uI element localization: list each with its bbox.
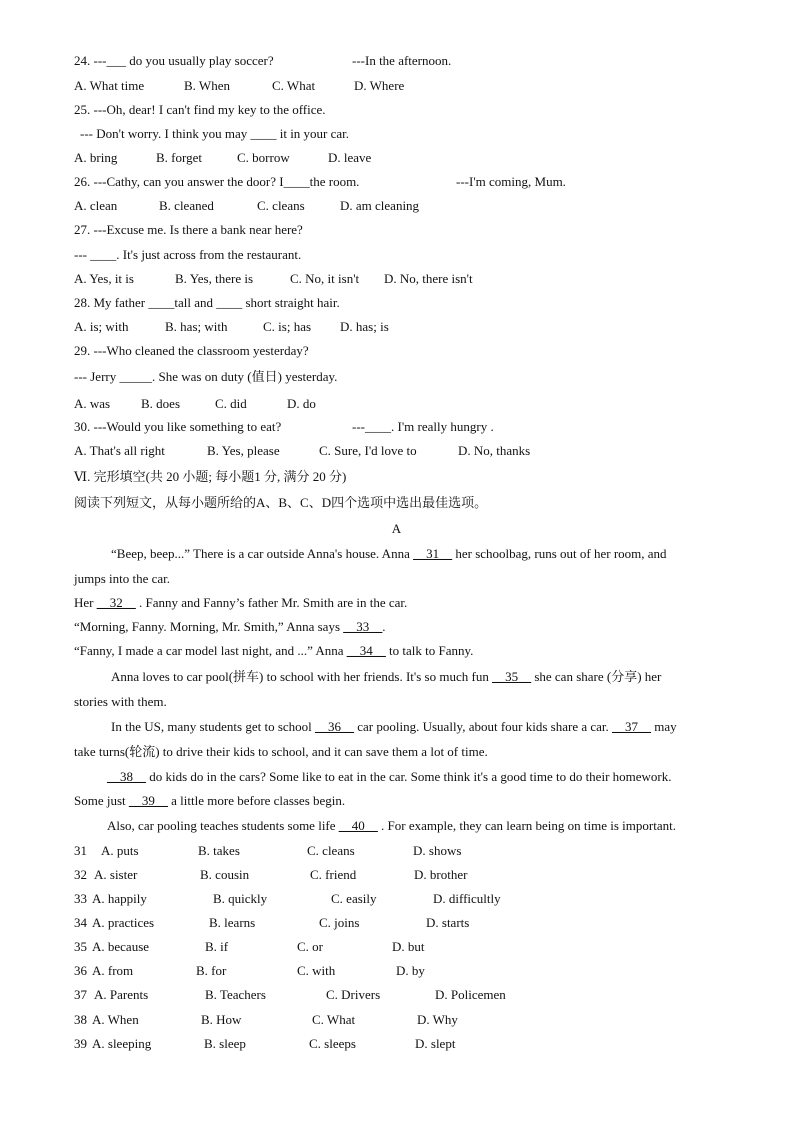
q34-option-a: A. practices bbox=[92, 915, 155, 930]
passage-line-3: Her __32__ . Fanny and Fanny’s father Mr. Smith are in the car. bbox=[74, 595, 408, 610]
blank-35: __35__ bbox=[492, 669, 532, 684]
passage-line-11: Some just __39__ a little more before classes begin. bbox=[74, 793, 346, 808]
q35-option-b: B. if bbox=[205, 939, 229, 954]
passage-line-1: “Beep, beep...” There is a car outside Anna's house. Anna __31__ her schoolbag, runs out of her room, and bbox=[111, 546, 667, 561]
q30-option-b: B. Yes, please bbox=[207, 443, 280, 458]
q31-number: 31 bbox=[74, 843, 87, 858]
q33-number: 33 bbox=[74, 891, 87, 906]
passage-line-12: Also, car pooling teaches students some life __40__ . For example, they can learn being on time is important. bbox=[107, 818, 676, 833]
q30-options bbox=[0, 443, 793, 459]
q33-option-c: C. easily bbox=[331, 891, 377, 906]
q24-reply: ---In the afternoon. bbox=[352, 53, 452, 68]
q33-option-b: B. quickly bbox=[213, 891, 268, 906]
q34-option-d: D. starts bbox=[426, 915, 470, 930]
q36-option-c: C. with bbox=[297, 963, 336, 978]
section-instruction: 阅读下列短文，从每小题所给的A、B、C、D四个选项中选出最佳选项。 bbox=[74, 495, 488, 510]
q39-options bbox=[0, 1036, 793, 1052]
q37-option-b: B. Teachers bbox=[205, 987, 266, 1002]
passage-line-10: __38__ do kids do in the cars? Some like to eat in the car. Some think it's a good time to do their homework. bbox=[107, 769, 672, 784]
q39-option-d: D. slept bbox=[415, 1036, 456, 1051]
q27-option-d: D. No, there isn't bbox=[384, 271, 473, 286]
q31-option-c: C. cleans bbox=[307, 843, 355, 858]
q28-stem: 28. My father ____tall and ____ short straight hair. bbox=[74, 295, 340, 310]
q28-option-b: B. has; with bbox=[165, 319, 228, 334]
q36-option-a: A. from bbox=[92, 963, 134, 978]
q28-option-d: D. has; is bbox=[340, 319, 389, 334]
q34-option-b: B. learns bbox=[209, 915, 256, 930]
q37-option-c: C. Drivers bbox=[326, 987, 381, 1002]
q24-options bbox=[0, 78, 793, 94]
q32-option-d: D. brother bbox=[414, 867, 468, 882]
q29-reply: --- Jerry _____. She was on duty (值日) yesterday. bbox=[74, 369, 338, 384]
q29-option-c: C. did bbox=[215, 396, 247, 411]
q39-number: 39 bbox=[74, 1036, 87, 1051]
q31-option-d: D. shows bbox=[413, 843, 462, 858]
q26-reply: ---I'm coming, Mum. bbox=[456, 174, 566, 189]
q26-option-c: C. cleans bbox=[257, 198, 305, 213]
q30-option-a: A. That's all right bbox=[74, 443, 165, 458]
q29-stem: 29. ---Who cleaned the classroom yesterday? bbox=[74, 343, 309, 358]
q35-options bbox=[0, 939, 793, 955]
q31-option-a: A. puts bbox=[101, 843, 139, 858]
q26-stem: 26. ---Cathy, can you answer the door? I____the room. bbox=[74, 174, 360, 189]
q29-option-b: B. does bbox=[141, 396, 180, 411]
passage-line-4: “Morning, Fanny. Morning, Mr. Smith,” Anna says __33__. bbox=[74, 619, 386, 634]
blank-38: __38__ bbox=[107, 769, 146, 784]
q37-option-a: A. Parents bbox=[94, 987, 149, 1002]
q39-option-b: B. sleep bbox=[204, 1036, 246, 1051]
q38-option-a: A. When bbox=[92, 1012, 139, 1027]
q35-option-d: D. but bbox=[392, 939, 425, 954]
q30-stem: 30. ---Would you like something to eat? bbox=[74, 419, 282, 434]
blank-31: __31__ bbox=[413, 546, 453, 561]
q33-option-a: A. happily bbox=[92, 891, 147, 906]
q29-options bbox=[0, 396, 793, 412]
q39-option-c: C. sleeps bbox=[309, 1036, 356, 1051]
q32-options bbox=[0, 867, 793, 883]
q36-option-b: B. for bbox=[196, 963, 227, 978]
q29-option-d: D. do bbox=[287, 396, 316, 411]
q32-number: 32 bbox=[74, 867, 87, 882]
q26-option-b: B. cleaned bbox=[159, 198, 214, 213]
q35-number: 35 bbox=[74, 939, 87, 954]
q26-option-d: D. am cleaning bbox=[340, 198, 420, 213]
q24-stem: 24. ---___ do you usually play soccer? bbox=[74, 53, 274, 68]
q27-reply: --- ____. It's just across from the restaurant. bbox=[74, 247, 302, 262]
q28-option-a: A. is; with bbox=[74, 319, 129, 334]
q30-option-d: D. No, thanks bbox=[458, 443, 531, 458]
q25-option-a: A. bring bbox=[74, 150, 118, 165]
q29-option-a: A. was bbox=[74, 396, 111, 411]
q25-options bbox=[0, 150, 793, 166]
q36-option-d: D. by bbox=[396, 963, 425, 978]
q31-option-b: B. takes bbox=[198, 843, 240, 858]
q25-option-c: C. borrow bbox=[237, 150, 290, 165]
q25-stem: 25. ---Oh, dear! I can't find my key to the office. bbox=[74, 102, 326, 117]
q33-option-d: D. difficultly bbox=[433, 891, 501, 906]
blank-39: __39__ bbox=[128, 793, 168, 808]
passage-line-7: stories with them. bbox=[74, 694, 167, 709]
q39-option-a: A. sleeping bbox=[92, 1036, 152, 1051]
q28-option-c: C. is; has bbox=[263, 319, 312, 334]
q34-option-c: C. joins bbox=[319, 915, 360, 930]
passage-line-9: take turns(轮流) to drive their kids to school, and it can save them a lot of time. bbox=[74, 744, 488, 759]
passage-label: A bbox=[391, 521, 402, 536]
q27-option-a: A. Yes, it is bbox=[74, 271, 134, 286]
blank-34: __34__ bbox=[346, 643, 386, 658]
blank-32: __32__ bbox=[96, 595, 136, 610]
q30-option-c: C. Sure, I'd love to bbox=[319, 443, 417, 458]
q38-number: 38 bbox=[74, 1012, 87, 1027]
q24-option-a: A. What time bbox=[74, 78, 145, 93]
passage-line-8: In the US, many students get to school __36__ car pooling. Usually, about four kids share a car. __37__ may bbox=[111, 719, 677, 734]
section-heading: Ⅵ. 完形填空(共 20 小题; 每小题1 分, 满分 20 分) bbox=[74, 469, 347, 484]
q27-options bbox=[0, 271, 793, 287]
q24-option-b: B. When bbox=[184, 78, 230, 93]
blank-37: __37__ bbox=[612, 719, 652, 734]
q26-option-a: A. clean bbox=[74, 198, 118, 213]
q34-options bbox=[0, 915, 793, 931]
q24-option-c: C. What bbox=[272, 78, 316, 93]
q27-option-b: B. Yes, there is bbox=[175, 271, 254, 286]
q32-option-b: B. cousin bbox=[200, 867, 250, 882]
q37-option-d: D. Policemen bbox=[435, 987, 506, 1002]
q34-number: 34 bbox=[74, 915, 87, 930]
q36-options bbox=[0, 963, 793, 979]
q38-option-d: D. Why bbox=[417, 1012, 458, 1027]
q27-stem: 27. ---Excuse me. Is there a bank near here? bbox=[74, 222, 303, 237]
q38-option-c: C. What bbox=[312, 1012, 356, 1027]
q32-option-a: A. sister bbox=[94, 867, 138, 882]
q31-options bbox=[0, 843, 793, 859]
q30-reply: ---____. I'm really hungry . bbox=[352, 419, 494, 434]
passage-line-6: Anna loves to car pool(拼车) to school with her friends. It's so much fun __35__ she can share (分享) her bbox=[111, 669, 662, 684]
passage-line-5: “Fanny, I made a car model last night, and ...” Anna __34__ to talk to Fanny. bbox=[74, 643, 474, 658]
q36-number: 36 bbox=[74, 963, 87, 978]
q27-option-c: C. No, it isn't bbox=[290, 271, 360, 286]
q25-reply: --- Don't worry. I think you may ____ it in your car. bbox=[80, 126, 350, 141]
passage-line-2: jumps into the car. bbox=[74, 571, 171, 586]
q28-options bbox=[0, 319, 793, 335]
blank-36: __36__ bbox=[315, 719, 355, 734]
q25-option-b: B. forget bbox=[156, 150, 202, 165]
q37-number: 37 bbox=[74, 987, 87, 1002]
q35-option-c: C. or bbox=[297, 939, 323, 954]
q33-options bbox=[0, 891, 793, 907]
q37-options bbox=[0, 987, 793, 1003]
q32-option-c: C. friend bbox=[310, 867, 357, 882]
blank-40: __40__ bbox=[338, 818, 378, 833]
q38-options bbox=[0, 1012, 793, 1028]
q24-option-d: D. Where bbox=[354, 78, 405, 93]
q25-option-d: D. leave bbox=[328, 150, 372, 165]
blank-33: __33__ bbox=[343, 619, 383, 634]
q26-options bbox=[0, 198, 793, 214]
q35-option-a: A. because bbox=[92, 939, 150, 954]
q38-option-b: B. How bbox=[201, 1012, 242, 1027]
